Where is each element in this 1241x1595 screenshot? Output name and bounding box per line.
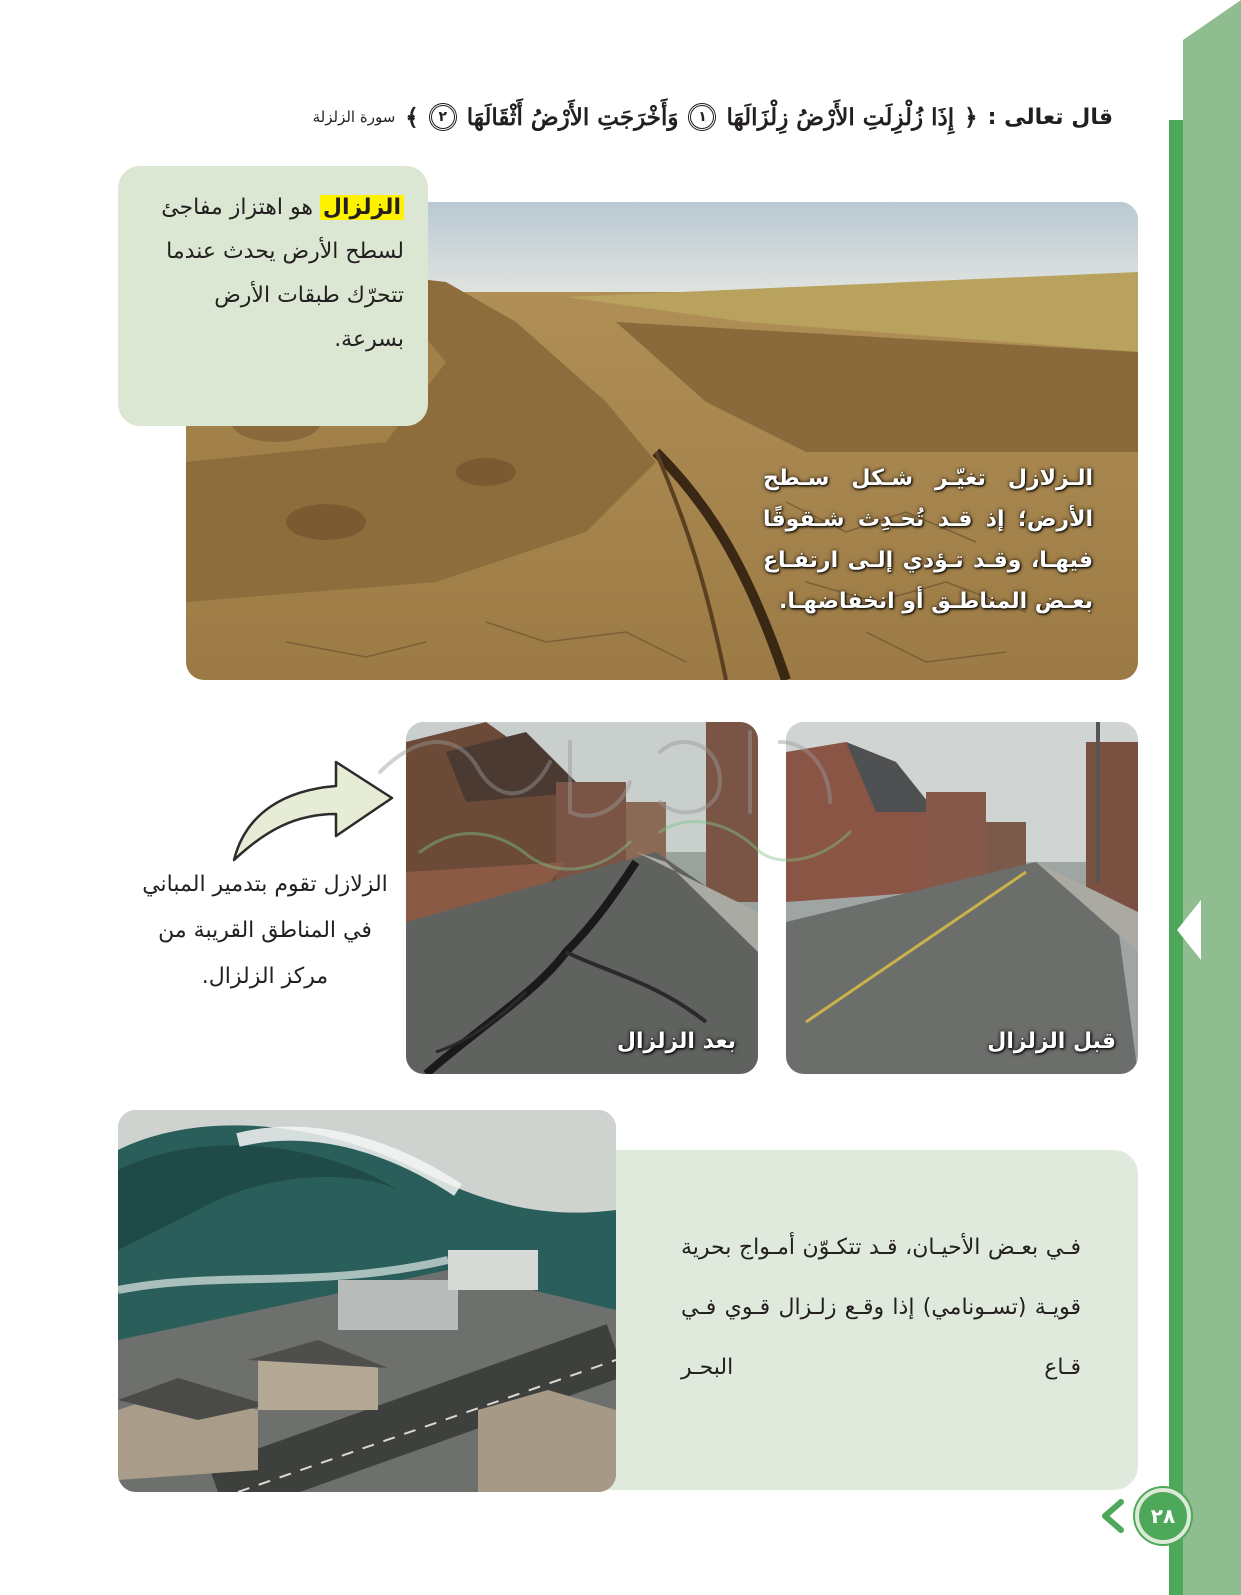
tsunami-photo [118, 1110, 616, 1492]
page-number: ٢٨ [1135, 1488, 1191, 1544]
definition-text: هو اهتزاز مفاجئ لسطح الأرض يحدث عندما تتحرّك طبقات الأرض بسرعة. [161, 195, 404, 352]
crack-caption: الـزلازل تغيّـر شـكل سـطح الأرض؛ إذ قـد تُحـدِث شـقوقًا فيهـا، وقـد تـؤدي إلـى ارتفـاع بعـض المناطـق أو انخفاضهـا. [763, 466, 1093, 614]
verse-ayah-2: وَأَخْرَجَتِ الأَرْضُ أَثْقَالَهَا [466, 103, 679, 131]
after-earthquake-photo [406, 722, 758, 1074]
verse-intro: قال تعالى : [987, 104, 1113, 130]
buildings-destroy-text: الزلازل تقوم بتدمير المباني في المناطق القريبة من مركز الزلزال. [142, 872, 388, 989]
ayah-number-1: ١ [688, 103, 716, 131]
side-stripe-dark [1169, 120, 1183, 1595]
verse-close-bracket: ﴾ [405, 103, 419, 131]
verse-open-bracket: ﴿ [964, 103, 978, 131]
verse-ayah-1: إِذَا زُلْزِلَتِ الأَرْضُ زِلْزَالَهَا [726, 103, 955, 131]
definition-box [118, 166, 428, 426]
before-earthquake-photo [786, 722, 1138, 1074]
verse-source: سورة الزلزلة [312, 108, 396, 126]
after-label: بعد الزلزال [616, 1029, 736, 1054]
before-label: قبل الزلزال [987, 1029, 1116, 1054]
chevron-left-icon [1097, 1498, 1127, 1534]
curved-arrow-icon [226, 752, 398, 864]
quran-verse [113, 92, 1113, 142]
page-number-badge [1097, 1488, 1191, 1544]
side-stripe-light [1183, 0, 1241, 1595]
tsunami-text: فـي بعـض الأحيـان، قـد تتكـوّن أمـواج بحرية قويـة (تسـونامي) إذا وقـع زلـزال قـوي فـي قـاع البحـر [681, 1235, 1081, 1380]
definition-term: الزلزال [320, 195, 404, 220]
ayah-number-2: ٢ [429, 103, 457, 131]
